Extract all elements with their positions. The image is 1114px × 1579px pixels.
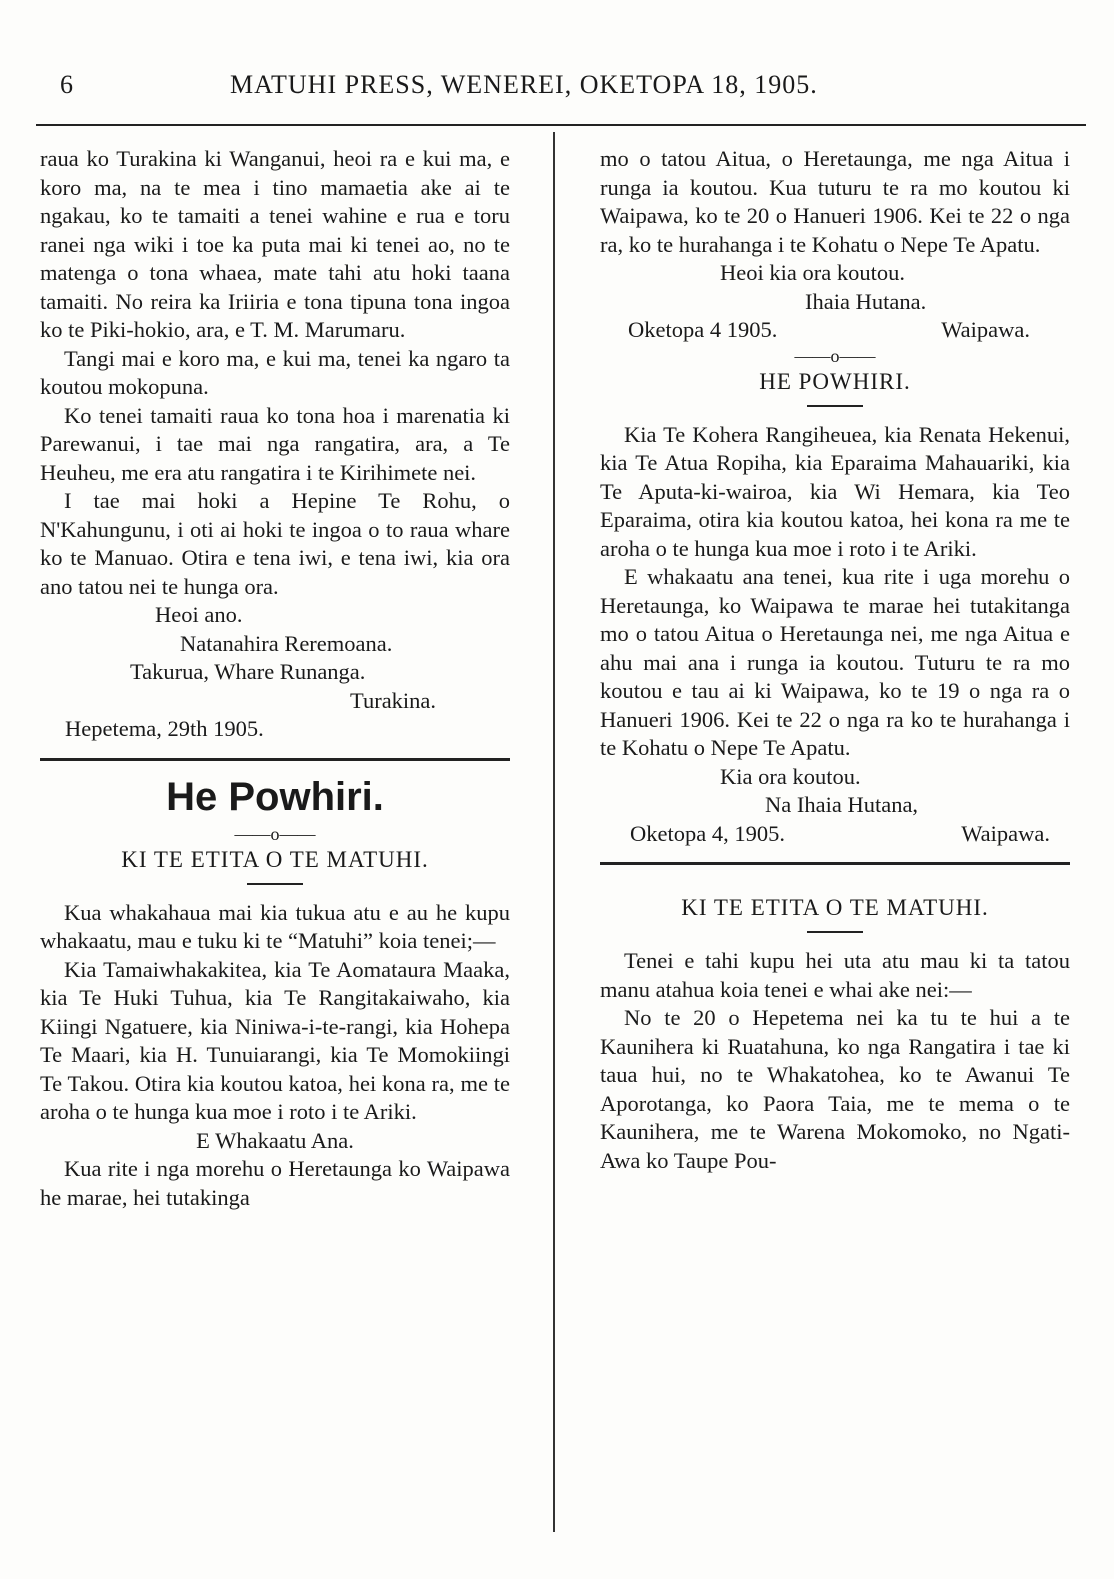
right-signoff: Heoi kia ora koutou.: [720, 260, 905, 285]
left-signature-role: Takurua, Whare Runanga.: [130, 659, 366, 684]
right-subhead-3: KI TE ETITA O TE MATUHI.: [681, 895, 989, 920]
section-rule: [40, 758, 510, 761]
right-dateline-2: [600, 820, 1070, 849]
right-paragraph-5: No te 20 o Hepetema nei ka tu te hui a te Kaunihera ki Ruatahuna, ko nga Rangatira i tae ki taua hui, no te Whakatohea, ko te Awanui Te Aporotanga, ko Paora Taia, me te mema o te Kaunihera, me te Warena Mokomoko, no Ngati-Awa ko Taupe Pou-: [600, 1005, 1070, 1173]
left-subhead-2: E Whakaatu Ana.: [196, 1127, 354, 1153]
short-rule-2: [807, 405, 863, 407]
right-signature-name-2: Na Ihaia Hutana,: [765, 792, 919, 817]
left-signoff: Heoi ano.: [155, 602, 243, 627]
right-column: [600, 145, 1070, 1175]
left-column: [40, 145, 510, 1212]
right-date-1: Oketopa 4 1905.: [628, 317, 778, 342]
right-ornament: ——o——: [794, 345, 876, 366]
right-paragraph-4: Tenei e tahi kupu hei uta atu mau ki ta tatou manu atahua koia tenei e whai ake nei:—: [600, 948, 1070, 1002]
article-title: He Powhiri.: [166, 774, 384, 819]
right-paragraph-3: E whakaatu ana tenei, kua rite i uga morehu o Heretaunga, ko Waipawa te marae hei tutakitanga mo o tatou Aitua o Heretaunga nei, me nga Aitua e ahu mai ana i runga ia koutou. Tuturu te ra mo koutou e tau ai ki Waipawa, ko te 19 o nga ra o Hanueri 1906. Kei te 22 o nga ra ko te hurahanga i te Kohatu o Nepe Te Apatu.: [600, 564, 1070, 760]
left-paragraph-3: Ko tenei tamaiti raua ko tona hoa i marenatia ki Parewanui, i tae mai nga rangatira, ara, a Te Heuheu, me era atu rangatira i te Kirihimete nei.: [40, 402, 510, 485]
right-section-rule: [600, 862, 1070, 865]
left-signature-place: Turakina.: [350, 687, 437, 713]
right-title-2: HE POWHIRI.: [759, 368, 911, 394]
right-dateline-1: [600, 316, 1070, 345]
right-place-2: Waipawa.: [961, 820, 1050, 846]
left-signature-name: Natanahira Reremoana.: [180, 630, 393, 656]
right-signoff-2: Kia ora koutou.: [720, 763, 861, 789]
short-rule-3: [807, 931, 863, 933]
right-signature-name: Ihaia Hutana.: [805, 288, 927, 314]
left-paragraph-2: Tangi mai e koro ma, e kui ma, tenei ka ngaro ta koutou mokopuna.: [40, 345, 510, 399]
left-signature-date: Hepetema, 29th 1905.: [65, 716, 264, 741]
section-subhead: KI TE ETITA O TE MATUHI.: [121, 846, 429, 872]
masthead: MATUHI PRESS, WENEREI, OKETOPA 18, 1905.: [230, 70, 818, 99]
short-rule: [247, 883, 303, 885]
left-paragraph-7: Kua rite i nga morehu o Heretaunga ko Waipawa he marae, hei tutakinga: [40, 1156, 510, 1210]
left-paragraph-4: I tae mai hoki a Hepine Te Rohu, o N'Kahungunu, i oti ai hoki te ingoa o to raua whare ko te Manuao. Otira e tena iwi, e tena iwi, kia ora ano tatou nei te hunga ora.: [40, 488, 510, 599]
left-paragraph-1: raua ko Turakina ki Wanganui, heoi ra e kui ma, e koro ma, na te mea i tino mamaetia ake ai te ngakau, ko te tamaiti a tenei wahine e rua e toru ranei nga wiki i toe ka puta mai ki tenei ao, no te matenga o tona whaea, mate tahi atu hoki taana tamaiti. No reira ka Iriiria e tona tipuna tona ingoa ko te Piki-hokio, ara, e T. M. Marumaru.: [40, 146, 510, 342]
header-rule: [36, 124, 1086, 126]
column-divider: [553, 132, 555, 1532]
right-place-1: Waipawa.: [941, 317, 1030, 342]
right-paragraph-2: Kia Te Kohera Rangiheuea, kia Renata Hekenui, kia Te Atua Ropiha, kia Eparaima Mahauariki, kia Te Aputa-ki-wairoa, kia Wi Hemara, kia Teo Eparaima, otira kia koutou katoa, hei kona ra me te aroha o te hunga kua moe i roto i te Ariki.: [600, 421, 1070, 561]
page-header: [60, 70, 1060, 110]
right-date-2: Oketopa 4, 1905.: [630, 820, 785, 846]
page-number: 6: [60, 70, 74, 99]
ornament: ——o——: [234, 823, 316, 844]
left-paragraph-6: Kia Tamaiwhakakitea, kia Te Aomataura Maaka, kia Te Huki Tuhua, kia Te Rangitakaiwaho, kia Kiingi Ngatuere, kia Niniwa-i-te-rangi, kia Hohepa Te Maari, kia H. Tunuiarangi, kia Te Momokiingi Te Takou. Otira kia koutou katoa, hei kona ra, me te aroha o te hunga kua moe i roto i te Ariki.: [40, 956, 510, 1124]
right-paragraph-1: mo o tatou Aitua, o Heretaunga, me nga Aitua i runga ia koutou. Kua tuturu te ra mo koutou ki Waipawa, ko te 20 o Hanueri 1906. Kei te 22 o nga ra, ko te hurahanga i te Kohatu o Nepe Te Apatu.: [600, 146, 1070, 257]
left-paragraph-5: Kua whakahaua mai kia tukua atu e au he kupu whakaatu, mau e tuku ki te “Matuhi” koia tenei;—: [40, 899, 510, 953]
